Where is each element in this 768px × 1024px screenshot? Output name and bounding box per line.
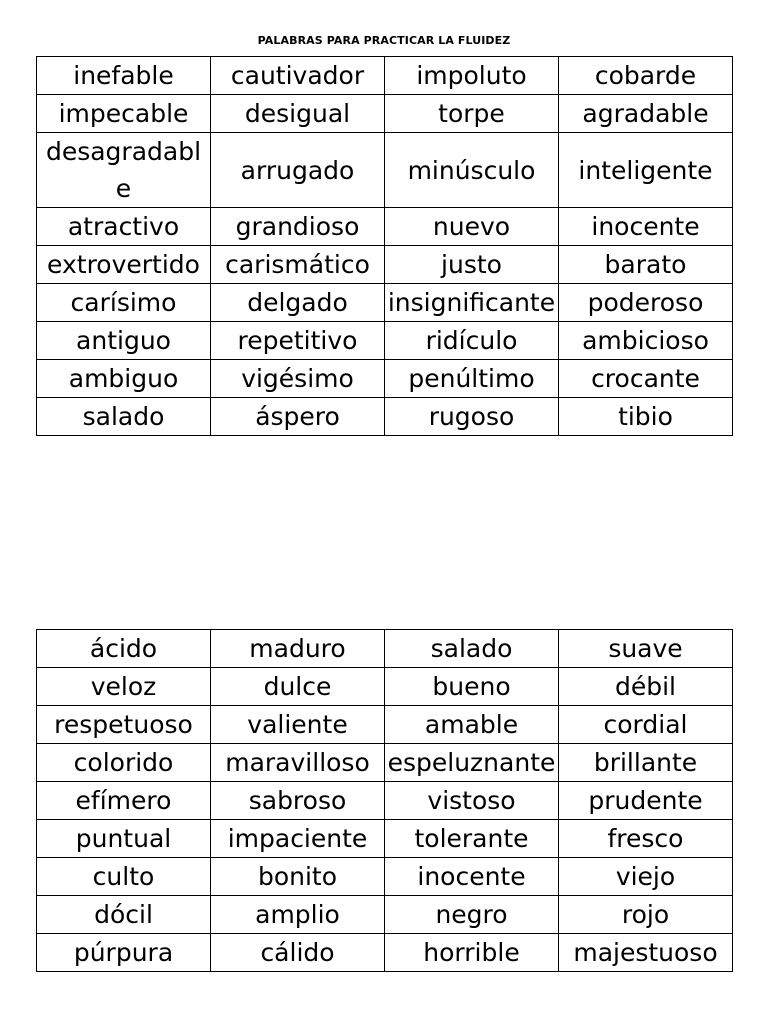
word-cell: prudente [559,782,733,820]
table-row [37,934,733,972]
word-cell: repetitivo [211,322,385,360]
table-row [37,57,733,95]
word-cell: áspero [211,398,385,436]
table-row [37,284,733,322]
word-cell: grandioso [211,208,385,246]
table-row [37,398,733,436]
word-cell: cálido [211,934,385,972]
table-row [37,782,733,820]
word-cell: horrible [385,934,559,972]
word-cell: ridículo [385,322,559,360]
word-cell: justo [385,246,559,284]
word-cell: poderoso [559,284,733,322]
table-row [37,896,733,934]
table-row [37,322,733,360]
word-cell: inefable [37,57,211,95]
table-row [37,744,733,782]
word-cell: desagradable [37,133,211,208]
word-cell: culto [37,858,211,896]
table-row [37,360,733,398]
word-cell: puntual [37,820,211,858]
word-cell: negro [385,896,559,934]
word-cell: inocente [385,858,559,896]
word-cell: veloz [37,668,211,706]
word-cell: arrugado [211,133,385,208]
word-cell: agradable [559,95,733,133]
word-cell: penúltimo [385,360,559,398]
word-cell: bonito [211,858,385,896]
word-cell: torpe [385,95,559,133]
word-cell: dócil [37,896,211,934]
word-cell: suave [559,630,733,668]
word-cell: delgado [211,284,385,322]
word-cell: ambiguo [37,360,211,398]
word-cell: sabroso [211,782,385,820]
table-row [37,820,733,858]
word-cell: débil [559,668,733,706]
page-title: PALABRAS PARA PRACTICAR LA FLUIDEZ [257,34,511,47]
word-cell: dulce [211,668,385,706]
word-cell: majestuoso [559,934,733,972]
word-cell: amable [385,706,559,744]
word-cell: maravilloso [211,744,385,782]
word-cell: minúsculo [385,133,559,208]
word-cell: cautivador [211,57,385,95]
word-cell: impoluto [385,57,559,95]
word-cell: carísimo [37,284,211,322]
word-cell: inteligente [559,133,733,208]
table-row [37,133,733,208]
word-cell: bueno [385,668,559,706]
word-cell: colorido [37,744,211,782]
word-cell: púrpura [37,934,211,972]
word-cell: viejo [559,858,733,896]
word-cell: cobarde [559,57,733,95]
word-cell: brillante [559,744,733,782]
table-row [37,858,733,896]
word-cell: carismático [211,246,385,284]
word-cell: rojo [559,896,733,934]
word-cell: desigual [211,95,385,133]
word-cell: nuevo [385,208,559,246]
word-cell: amplio [211,896,385,934]
word-cell: impaciente [211,820,385,858]
word-cell: impecable [37,95,211,133]
word-cell: efímero [37,782,211,820]
table-row [37,668,733,706]
word-cell: insignificante [385,284,559,322]
word-cell: extrovertido [37,246,211,284]
word-cell: tolerante [385,820,559,858]
word-cell: fresco [559,820,733,858]
word-cell: ácido [37,630,211,668]
word-table-1 [36,56,733,436]
word-cell: salado [385,630,559,668]
word-cell: cordial [559,706,733,744]
word-cell: antiguo [37,322,211,360]
table-row [37,706,733,744]
word-cell: maduro [211,630,385,668]
word-cell: atractivo [37,208,211,246]
word-cell: inocente [559,208,733,246]
word-cell: barato [559,246,733,284]
word-cell: espeluznante [385,744,559,782]
word-cell: salado [37,398,211,436]
word-cell: ambicioso [559,322,733,360]
table-row [37,208,733,246]
table-row [37,630,733,668]
word-table-2 [36,629,733,972]
word-cell: valiente [211,706,385,744]
word-cell: tibio [559,398,733,436]
word-cell: vigésimo [211,360,385,398]
word-cell: vistoso [385,782,559,820]
word-cell: respetuoso [37,706,211,744]
table-row [37,246,733,284]
word-cell: rugoso [385,398,559,436]
table-row [37,95,733,133]
word-cell: crocante [559,360,733,398]
